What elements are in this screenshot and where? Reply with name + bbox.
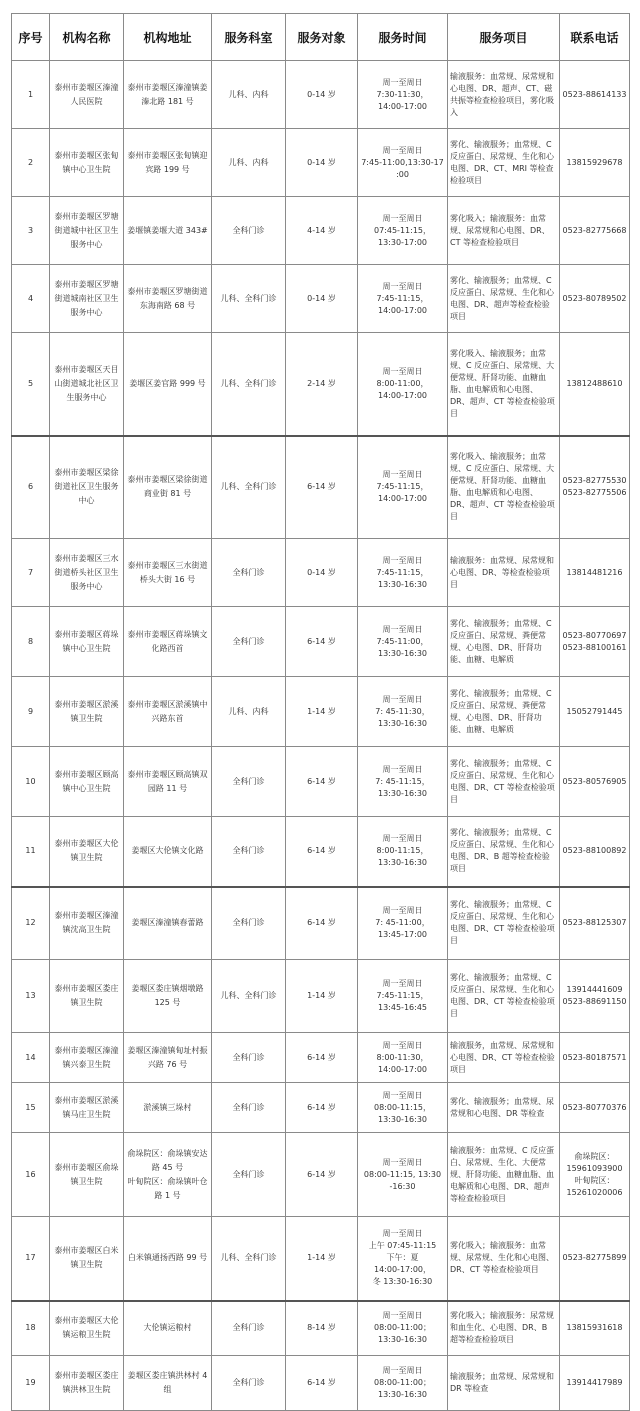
- service-target: 6-14 岁: [286, 607, 358, 677]
- header-row: [12, 14, 630, 61]
- service-target: 6-14 岁: [286, 817, 358, 887]
- service-time: 周一至周日 7:45-11:15， 14:00-17:00: [358, 436, 448, 539]
- institution-address: 姜堰镇姜堰大道 343#: [124, 197, 212, 265]
- service-department: 全科门诊: [212, 1301, 286, 1356]
- contact-phone: 13914417989: [560, 1356, 630, 1411]
- service-target: 0-14 岁: [286, 265, 358, 333]
- row-number: 15: [12, 1083, 50, 1133]
- service-department: 全科门诊: [212, 747, 286, 817]
- service-target: 6-14 岁: [286, 1133, 358, 1217]
- service-department: 全科门诊: [212, 197, 286, 265]
- institution-name: 泰州市姜堰区大伦镇卫生院: [50, 817, 124, 887]
- contact-phone: 0523-80770697 0523-88100161: [560, 607, 630, 677]
- institution-address: 白米镇通扬西路 99 号: [124, 1217, 212, 1301]
- service-target: 0-14 岁: [286, 129, 358, 197]
- service-department: 儿科、内科: [212, 677, 286, 747]
- contact-phone: 0523-82775530 0523-82775506: [560, 436, 630, 539]
- institution-address: 淤溪镇三垛村: [124, 1083, 212, 1133]
- service-department: 儿科、全科门诊: [212, 333, 286, 436]
- row-number: 16: [12, 1133, 50, 1217]
- table-row: [12, 197, 630, 265]
- institution-address: 姜堰区溱潼镇春蕾路: [124, 887, 212, 960]
- row-number: 19: [12, 1356, 50, 1411]
- table-row: [12, 1083, 630, 1133]
- service-time: 周一至周日 7: 45-11:15， 13:30-16:30: [358, 747, 448, 817]
- row-number: 11: [12, 817, 50, 887]
- service-department: 全科门诊: [212, 1133, 286, 1217]
- institution-name: 泰州市姜堰区罗塘街道城南社区卫生服务中心: [50, 265, 124, 333]
- service-target: 6-14 岁: [286, 747, 358, 817]
- institution-address: 姜堰区娄庄镇烟墩路 125 号: [124, 960, 212, 1033]
- service-time: 周一至周日 08:00-11:00； 13:30-16:30: [358, 1301, 448, 1356]
- service-items: 雾化、输液服务；血常规、C 反应蛋白、尿常规、生化和心电图、DR、CT 等检查检验项目: [448, 887, 560, 960]
- service-time: 周一至周日 7:45-11:15， 14:00-17:00: [358, 265, 448, 333]
- service-target: 4-14 岁: [286, 197, 358, 265]
- service-department: 全科门诊: [212, 1033, 286, 1083]
- institution-address: 俞垛院区：俞垛镇安达路 45 号 叶甸院区：俞垛镇叶仓路 1 号: [124, 1133, 212, 1217]
- contact-phone: 俞垛院区： 15961093900 叶甸院区： 15261020006: [560, 1133, 630, 1217]
- service-items: 雾化、输液服务；血常规、C 反应蛋白、尿常规、生化和心电图、DR、CT 等检查检验项目: [448, 960, 560, 1033]
- table-row: [12, 747, 630, 817]
- service-target: 0-14 岁: [286, 61, 358, 129]
- institution-table: [11, 13, 630, 1411]
- contact-phone: 0523-80187571: [560, 1033, 630, 1083]
- table-row: [12, 61, 630, 129]
- service-time: 周一至周日 08:00-11:00； 13:30-16:30: [358, 1356, 448, 1411]
- table-row: [12, 1217, 630, 1301]
- institution-name: 泰州市姜堰区蒋垛镇中心卫生院: [50, 607, 124, 677]
- institution-address: 泰州市姜堰区蒋垛镇文化路西首: [124, 607, 212, 677]
- service-department: 儿科、全科门诊: [212, 436, 286, 539]
- service-time: 周一至周日 07:45-11:15， 13:30-17:00: [358, 197, 448, 265]
- header-department: 服务科室: [212, 14, 286, 61]
- service-target: 1-14 岁: [286, 677, 358, 747]
- institution-name: 泰州市姜堰区天目山街道城北社区卫生服务中心: [50, 333, 124, 436]
- service-time: 周一至周日 8:00-11:15， 13:30-16:30: [358, 817, 448, 887]
- table-row: [12, 607, 630, 677]
- contact-phone: 13914441609 0523-88691150: [560, 960, 630, 1033]
- row-number: 9: [12, 677, 50, 747]
- row-number: 1: [12, 61, 50, 129]
- service-target: 8-14 岁: [286, 1301, 358, 1356]
- institution-name: 泰州市姜堰区淤溪镇马庄卫生院: [50, 1083, 124, 1133]
- institution-name: 泰州市姜堰区俞垛镇卫生院: [50, 1133, 124, 1217]
- service-department: 全科门诊: [212, 539, 286, 607]
- row-number: 6: [12, 436, 50, 539]
- service-items: 雾化、输液服务；血常规、C 反应蛋白、尿常规、粪便常规、心电图、DR、肝肾功能、血糖、电解质: [448, 607, 560, 677]
- institution-name: 泰州市姜堰区顾高镇中心卫生院: [50, 747, 124, 817]
- institution-address: 大伦镇运粮村: [124, 1301, 212, 1356]
- header-no: 序号: [12, 14, 50, 61]
- service-items: 雾化、输液服务；血常规、C 反应蛋白、尿常规、生化和心电图、DR、B 超等检查检验项目: [448, 817, 560, 887]
- institution-address: 泰州市姜堰区罗塘街道东海南路 68 号: [124, 265, 212, 333]
- service-items: 输液服务；血常规、尿常规和 DR 等检查: [448, 1356, 560, 1411]
- table-row: [12, 817, 630, 887]
- institution-address: 姜堰区姜官路 999 号: [124, 333, 212, 436]
- institution-address: 姜堰区娄庄镇洪林村 4 组: [124, 1356, 212, 1411]
- header-target: 服务对象: [286, 14, 358, 61]
- service-items: 输液服务：血常规、C 反应蛋白、尿常规、生化、大便常规、肝肾功能、血糖血脂、血电解质和心电图、DR、超声等检查检验项目: [448, 1133, 560, 1217]
- institution-name: 泰州市姜堰区溱潼镇兴泰卫生院: [50, 1033, 124, 1083]
- header-phone: 联系电话: [560, 14, 630, 61]
- service-items: 雾化、输液服务；血常规、尿常规和心电图、DR 等检查: [448, 1083, 560, 1133]
- institution-table-container: [11, 13, 629, 1411]
- row-number: 18: [12, 1301, 50, 1356]
- service-target: 2-14 岁: [286, 333, 358, 436]
- row-number: 8: [12, 607, 50, 677]
- service-target: 0-14 岁: [286, 539, 358, 607]
- service-target: 1-14 岁: [286, 1217, 358, 1301]
- institution-name: 泰州市姜堰区梁徐街道社区卫生服务中心: [50, 436, 124, 539]
- contact-phone: 0523-82775668: [560, 197, 630, 265]
- row-number: 2: [12, 129, 50, 197]
- contact-phone: 13812488610: [560, 333, 630, 436]
- institution-address: 泰州市姜堰区淤溪镇中兴路东首: [124, 677, 212, 747]
- service-items: 雾化吸入；输液服务：血常规、尿常规、生化和心电图、DR、CT 等检查检验项目: [448, 1217, 560, 1301]
- contact-phone: 0523-80576905: [560, 747, 630, 817]
- service-time: 周一至周日 08:00-11:15， 13:30-16:30: [358, 1083, 448, 1133]
- service-items: 雾化、输液服务；血常规、C 反应蛋白、尿常规、生化和心电图、DR、CT 等检查检验项目: [448, 747, 560, 817]
- institution-name: 泰州市姜堰区溱潼人民医院: [50, 61, 124, 129]
- service-department: 儿科、内科: [212, 61, 286, 129]
- service-department: 儿科、全科门诊: [212, 265, 286, 333]
- institution-address: 泰州市姜堰区顾高镇双园路 11 号: [124, 747, 212, 817]
- header-name: 机构名称: [50, 14, 124, 61]
- service-target: 6-14 岁: [286, 1033, 358, 1083]
- institution-name: 泰州市姜堰区娄庄镇卫生院: [50, 960, 124, 1033]
- row-number: 12: [12, 887, 50, 960]
- contact-phone: 13815931618: [560, 1301, 630, 1356]
- service-department: 全科门诊: [212, 817, 286, 887]
- contact-phone: 0523-88614133: [560, 61, 630, 129]
- institution-name: 泰州市姜堰区大伦镇运粮卫生院: [50, 1301, 124, 1356]
- service-time: 周一至周日 7:45-11:15， 13:30-16:30: [358, 539, 448, 607]
- table-row: [12, 539, 630, 607]
- service-department: 儿科、全科门诊: [212, 1217, 286, 1301]
- service-time: 周一至周日 7:45-11:00,13:30-17 :00: [358, 129, 448, 197]
- header-items: 服务项目: [448, 14, 560, 61]
- table-row: [12, 436, 630, 539]
- table-row: [12, 265, 630, 333]
- institution-name: 泰州市姜堰区白米镇卫生院: [50, 1217, 124, 1301]
- table-row: [12, 960, 630, 1033]
- row-number: 17: [12, 1217, 50, 1301]
- service-time: 周一至周日 7:45-11:00， 13:30-16:30: [358, 607, 448, 677]
- service-items: 雾化吸入、输液服务；血常规、C 反应蛋白、尿常规、大便常规、肝肾功能、血糖血脂、血电解质和心电图、DR、超声、CT 等检查检验项目: [448, 436, 560, 539]
- table-row: [12, 1356, 630, 1411]
- table-body: [12, 61, 630, 1411]
- service-items: 雾化、输液服务；血常规、C 反应蛋白、尿常规、生化和心电图、DR、CT、MRI 等检查检验项目: [448, 129, 560, 197]
- row-number: 4: [12, 265, 50, 333]
- table-row: [12, 677, 630, 747]
- service-items: 输液服务，血常规、尿常规和心电图、DR、CT 等检查检验项目: [448, 1033, 560, 1083]
- table-row: [12, 333, 630, 436]
- service-time: 周一至周日 上午 07:45-11:15 下午：夏 14:00-17:00， 冬 13:30-16:30: [358, 1217, 448, 1301]
- institution-name: 泰州市姜堰区淤溪镇卫生院: [50, 677, 124, 747]
- institution-name: 泰州市姜堰区张甸镇中心卫生院: [50, 129, 124, 197]
- institution-address: 泰州市姜堰区梁徐街道商业街 81 号: [124, 436, 212, 539]
- contact-phone: 0523-80770376: [560, 1083, 630, 1133]
- contact-phone: 15052791445: [560, 677, 630, 747]
- service-target: 1-14 岁: [286, 960, 358, 1033]
- service-items: 雾化吸入；输液服务：血常规、尿常规和心电图、DR、CT 等检查检验项目: [448, 197, 560, 265]
- institution-name: 泰州市姜堰区溱潼镇沈高卫生院: [50, 887, 124, 960]
- service-department: 全科门诊: [212, 607, 286, 677]
- service-time: 周一至周日 7:30-11:30， 14:00-17:00: [358, 61, 448, 129]
- header-address: 机构地址: [124, 14, 212, 61]
- institution-name: 泰州市姜堰区三水街道桥头社区卫生服务中心: [50, 539, 124, 607]
- row-number: 13: [12, 960, 50, 1033]
- service-department: 儿科、内科: [212, 129, 286, 197]
- service-items: 雾化、输液服务；血常规、C 反应蛋白、尿常规、生化和心电图、DR、超声等检查检验项目: [448, 265, 560, 333]
- contact-phone: 0523-88125307: [560, 887, 630, 960]
- institution-address: 泰州市姜堰区溱潼镇姜溱北路 181 号: [124, 61, 212, 129]
- service-department: 全科门诊: [212, 887, 286, 960]
- service-items: 雾化吸入；输液服务：尿常规和血生化、心电图、DR、B 超等检查检验项目: [448, 1301, 560, 1356]
- contact-phone: 0523-88100892: [560, 817, 630, 887]
- row-number: 14: [12, 1033, 50, 1083]
- institution-address: 泰州市姜堰区三水街道桥头大街 16 号: [124, 539, 212, 607]
- table-row: [12, 129, 630, 197]
- service-items: 输液服务：血常规、尿常规和心电图、DR、等检查检验项目: [448, 539, 560, 607]
- table-row: [12, 1133, 630, 1217]
- service-items: 雾化、输液服务；血常规、C 反应蛋白、尿常规、粪便常规、心电图、DR、肝肾功能、血糖、电解质: [448, 677, 560, 747]
- institution-name: 泰州市姜堰区娄庄镇洪林卫生院: [50, 1356, 124, 1411]
- institution-address: 姜堰区溱潼镇甸址村振兴路 76 号: [124, 1033, 212, 1083]
- service-items: 输液服务：血常规、尿常规和心电图、DR、超声、CT、磁共振等检查检验项目，雾化吸入: [448, 61, 560, 129]
- row-number: 10: [12, 747, 50, 817]
- service-time: 周一至周日 7: 45-11:30， 13:30-16:30: [358, 677, 448, 747]
- service-time: 周一至周日 7: 45-11:00， 13:45-17:00: [358, 887, 448, 960]
- service-time: 周一至周日 8:00-11:30， 14:00-17:00: [358, 1033, 448, 1083]
- service-target: 6-14 岁: [286, 436, 358, 539]
- header-time: 服务时间: [358, 14, 448, 61]
- institution-address: 泰州市姜堰区张甸镇迎宾路 199 号: [124, 129, 212, 197]
- contact-phone: 0523-82775899: [560, 1217, 630, 1301]
- service-target: 6-14 岁: [286, 1083, 358, 1133]
- table-row: [12, 1301, 630, 1356]
- service-items: 雾化吸入、输液服务；血常规、C 反应蛋白、尿常规、大便常规、肝肾功能、血糖血脂、血电解质和心电图、DR、超声、CT 等检查检验项目: [448, 333, 560, 436]
- service-time: 周一至周日 8:00-11:00， 14:00-17:00: [358, 333, 448, 436]
- service-department: 全科门诊: [212, 1083, 286, 1133]
- row-number: 3: [12, 197, 50, 265]
- institution-name: 泰州市姜堰区罗塘街道城中社区卫生服务中心: [50, 197, 124, 265]
- service-time: 周一至周日 08:00-11:15, 13:30 -16:30: [358, 1133, 448, 1217]
- service-department: 全科门诊: [212, 1356, 286, 1411]
- table-row: [12, 1033, 630, 1083]
- table-row: [12, 887, 630, 960]
- contact-phone: 13814481216: [560, 539, 630, 607]
- contact-phone: 13815929678: [560, 129, 630, 197]
- contact-phone: 0523-80789502: [560, 265, 630, 333]
- row-number: 7: [12, 539, 50, 607]
- service-time: 周一至周日 7:45-11:15， 13:45-16:45: [358, 960, 448, 1033]
- service-target: 6-14 岁: [286, 1356, 358, 1411]
- service-department: 儿科、全科门诊: [212, 960, 286, 1033]
- service-target: 6-14 岁: [286, 887, 358, 960]
- institution-address: 姜堰区大伦镇文化路: [124, 817, 212, 887]
- row-number: 5: [12, 333, 50, 436]
